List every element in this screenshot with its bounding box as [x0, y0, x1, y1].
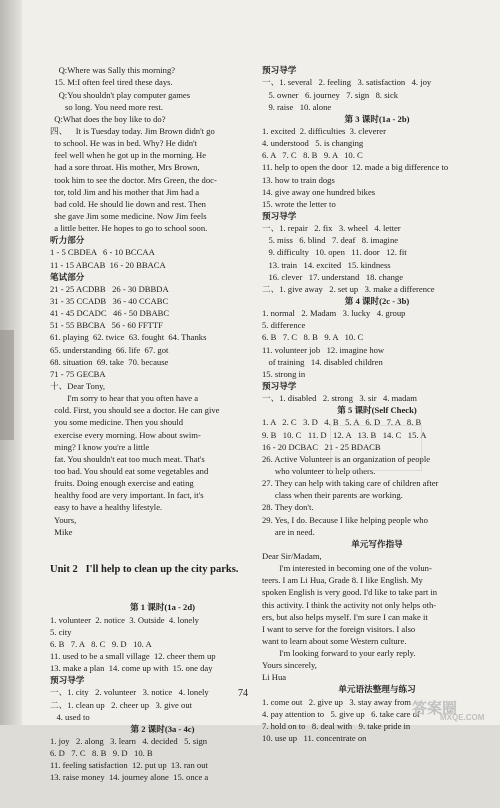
answer-line: 9. difficulty 10. open 11. door 12. fit [262, 247, 407, 258]
answer-line: 16. clever 17. understand 18. change [262, 271, 404, 282]
answer-line: I'm interested in becoming one of the volun- [262, 563, 432, 574]
answer-line: Yours, [50, 514, 77, 525]
answer-line: 11. help to open the door 12. made a big difference to [262, 162, 449, 173]
answer-line: 27. They can help with taking care of children after [262, 478, 439, 489]
answer-line: 四、 It is Tuesday today. Jim Brown didn't go [50, 126, 215, 137]
answer-line: 6. D 7. C 8. B 9. D 10. B [50, 748, 153, 759]
answer-line: 15. M:I often feel tired these days. [50, 77, 173, 88]
answer-line: 二、1. clean up 2. cheer up 3. give out [50, 699, 192, 710]
answer-line: 第 5 课时(Self Check) [337, 405, 417, 416]
answer-line: 10. use up 11. concentrate on [262, 733, 367, 744]
answer-line: 1. A 2. C 3. D 4. B 5. A 6. D 7. A 8. B [262, 417, 422, 428]
answer-line: 单元语法整理与练习 [338, 684, 416, 695]
answer-line: 4. understood 5. is changing [262, 138, 364, 149]
answer-line: 5. miss 6. blind 7. deaf 8. imagine [262, 235, 399, 246]
answer-line: Q:Where was Sally this morning? [50, 65, 176, 76]
answer-line: 26. Active Volunteer is an organization of people [262, 453, 431, 464]
answer-line: 1. volunteer 2. notice 3. Outside 4. lonely [50, 614, 199, 625]
answer-line: 一、1. several 2. feeling 3. satisfaction 4. joy [262, 77, 432, 88]
watermark-url: MXQE.COM [440, 713, 485, 722]
answer-line: bad cold. He should lie down and rest. Then [50, 198, 206, 209]
answer-line: 预习导学 [50, 675, 85, 686]
answer-line: Dear Sir/Madam, [262, 550, 322, 561]
answer-line: 15. wrote the letter to [262, 198, 336, 209]
answer-line: I want to serve for the foreign visitors. I also [262, 623, 416, 634]
answer-line: 21 - 25 ACDBB 26 - 30 DBBDA [50, 283, 169, 294]
answer-line: 第 2 课时(3a - 4c) [130, 723, 195, 734]
answer-line: 预习导学 [262, 211, 297, 221]
answer-line: this activity. I think the activity not only helps oth- [262, 599, 437, 610]
answer-line: to school. He was in bed. Why? He didn't [50, 138, 197, 149]
answer-line: 11. used to be a small village 12. cheer them up [50, 650, 216, 661]
answer-line: Yours sincerely, [262, 660, 317, 671]
answer-line: took him to see the doctor. Mrs Green, the doc- [50, 174, 217, 185]
answer-line: 单元写作指导 [351, 538, 403, 549]
answer-line: fruits. Doing enough exercise and eating [50, 478, 194, 489]
answer-line: 13. make a plan 14. come up with 15. one day [50, 663, 213, 674]
answer-line: of training 14. disabled children [262, 356, 383, 367]
answer-line: Mike [50, 526, 73, 537]
answer-line: 6. A 7. C 8. B 9. A 10. C [262, 150, 363, 161]
answer-line: easy to have a healthy lifestyle. [50, 502, 163, 513]
answer-line: 16 - 20 DCBAC 21 - 25 BDACB [262, 441, 381, 452]
answer-line: feel well when he got up in the morning. He [50, 150, 207, 161]
answer-line: fat. You shouldn't eat too much meat. That's [50, 453, 205, 464]
answer-line: she gave Jim some medicine. Now Jim feels [50, 211, 207, 221]
answer-line: 11 - 15 ABCAB 16 - 20 BBACA [50, 259, 166, 270]
faded-stamp [330, 425, 422, 471]
answer-line: 11. feeling satisfaction 12. put up 13. ran out [50, 760, 208, 771]
answer-line: 5. difference [262, 320, 306, 331]
answer-line: Q:You shouldn't play computer games [50, 89, 191, 100]
answer-line: tor, told Jim and his mother that Jim had a [50, 186, 200, 197]
answer-line: 9. B 10. C 11. D 12. A 13. B 14. C 15. A [262, 429, 427, 440]
answer-line: 十、Dear Tony, [50, 380, 106, 391]
answer-line: 29. Yes, I do. Because I like helping people who [262, 514, 428, 525]
left-answer-lines [50, 64, 275, 537]
answer-line: 13. train 14. excited 15. kindness [262, 259, 391, 270]
answer-line: Q:What does the boy like to do? [50, 113, 166, 124]
answer-line: 听力部分 [50, 235, 85, 246]
answer-line: cold. First, you should see a doctor. He can give [50, 405, 220, 416]
answer-line: 6. B 7. A 8. C 9. D 10. A [50, 638, 152, 649]
watermark-logo: 答案圈 [412, 700, 458, 717]
answer-line: 5. owner 6. journey 7. sign 8. sick [262, 89, 399, 100]
answer-line: I'm looking forward to your early reply. [262, 648, 416, 659]
answer-line: 第 3 课时(1a - 2b) [344, 113, 410, 124]
answer-line: 第 1 课时(1a - 2d) [130, 602, 195, 613]
right-answer-lines [262, 64, 492, 744]
answer-line: 1. normal 2. Madam 3. lucky 4. group [262, 308, 406, 319]
answer-line: who volunteer to help others. [262, 465, 376, 476]
answer-line: 15. strong in [262, 368, 306, 379]
answer-line: 1. come out 2. give up 3. stay away from [262, 696, 411, 707]
answer-line: 1. excited 2. difficulties 3. cleverer [262, 126, 386, 137]
binding-shadow [0, 330, 14, 440]
answer-line: 1 - 5 CBDEA 6 - 10 BCCAA [50, 247, 155, 258]
answer-line: 14. give away one hundred bikes [262, 186, 376, 197]
answer-line: class when their parents are working. [262, 490, 403, 501]
answer-line: spoken English is very good. I'd like to take part in [262, 587, 438, 598]
answer-line: 预习导学 [262, 65, 297, 76]
answer-line: you some medicine. Then you should [50, 417, 184, 428]
answer-line: 41 - 45 DCADC 46 - 50 DBABC [50, 308, 170, 319]
answer-line: 68. situation 69. take 70. because [50, 356, 169, 367]
answer-line: so long. You need more rest. [50, 101, 163, 112]
answer-line: 笔试部分 [50, 271, 85, 282]
answer-line: healthy food are very important. In fact, it's [50, 490, 204, 501]
answer-line: ming? I know you're a little [50, 441, 150, 452]
answer-line: ers, but also helps myself. I'm sure I can make it [262, 611, 428, 622]
answer-line: 一、1. city 2. volunteer 3. notice 4. lonely [50, 687, 209, 698]
answer-line: 6. B 7. C 8. B 9. A 10. C [262, 332, 364, 343]
answer-line: 一、1. disabled 2. strong 3. sir 4. madam [262, 393, 417, 404]
answer-line: Li Hua [262, 672, 287, 683]
answer-line: 51 - 55 BBCBA 56 - 60 FFTTF [50, 320, 163, 331]
answer-line: a little better. He hopes to go to school soon. [50, 223, 208, 234]
unit-title: Unit 2 I'll help to clean up the city parks. [50, 564, 239, 576]
page-number: 74 [238, 688, 248, 699]
answer-line: 4. used to [50, 711, 90, 722]
answer-line: exercise every morning. How about swim- [50, 429, 201, 440]
answer-line: are in need. [262, 526, 315, 537]
answer-line: 65. understanding 66. life 67. got [50, 344, 169, 355]
answer-line: 28. They don't. [262, 502, 314, 513]
answer-line: 7. hold on to 8. deal with 9. take pride in [262, 720, 411, 731]
answer-line: 13. how to train dogs [262, 174, 335, 185]
answer-line: I'm sorry to hear that you often have a [50, 393, 199, 404]
answer-line: 13. raise money 14. journey alone 15. once a [50, 772, 209, 783]
answer-line: 预习导学 [262, 380, 297, 391]
answer-line: teers. I am Li Hua, Grade 8. I like English. My [262, 575, 423, 586]
answer-line: 11. volunteer job 12. imagine how [262, 344, 385, 355]
answer-line: 第 4 课时(2c - 3b) [344, 295, 410, 306]
answer-line: 4. pay attention to 5. give up 6. take care of [262, 708, 420, 719]
answer-line: too bad. You should eat some vegetables and [50, 465, 209, 476]
answer-line: 1. joy 2. along 3. learn 4. decided 5. sign [50, 735, 208, 746]
answer-line: 61. playing 62. twice 63. fought 64. Thanks [50, 332, 207, 343]
answer-line: want to learn about some Western culture. [262, 635, 407, 646]
answer-line: 71 - 75 GECBA [50, 368, 106, 379]
answer-line: 二、1. give away 2. set up 3. make a difference [262, 283, 435, 294]
answer-line: 9. raise 10. alone [262, 101, 332, 112]
answer-line: 一、1. repair 2. fix 3. wheel 4. letter [262, 223, 401, 234]
right-column [262, 40, 492, 769]
answer-line: 31 - 35 CCADB 36 - 40 CCABC [50, 295, 169, 306]
answer-line: had a sore throat. His mother, Mrs Brown, [50, 162, 200, 173]
answer-line: 5. city [50, 626, 72, 637]
